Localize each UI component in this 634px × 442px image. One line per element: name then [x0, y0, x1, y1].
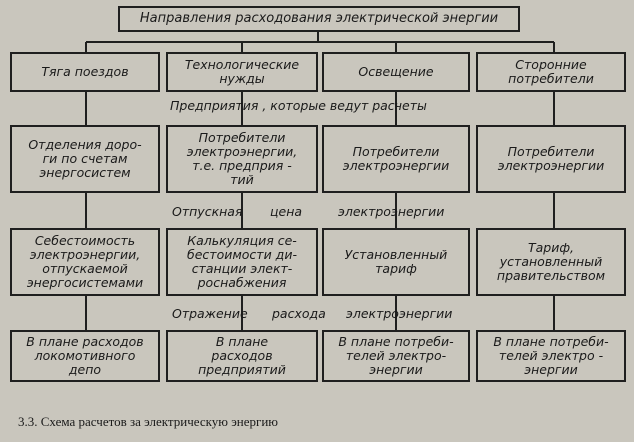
- direction-box-lighting: [322, 52, 470, 92]
- price-text: Установленный тариф: [344, 247, 448, 276]
- calc-box-consumers-2: [476, 125, 626, 193]
- reflect-box-enterprises: [166, 330, 318, 382]
- reflect-text: В плане расходов локомотивного депо: [26, 334, 144, 377]
- direction-label: Тяга поездов: [41, 64, 129, 79]
- reflect-text: В плане потреби- телей электро- энергии: [338, 334, 454, 377]
- price-box-calculation: [166, 228, 318, 296]
- price-label-b: цена: [270, 204, 303, 219]
- calc-text: Потребители электроэнергии, т.е. предприя - тий: [186, 130, 298, 187]
- reflect-label-c: электроэнергии: [346, 306, 453, 321]
- calc-text: Потребители электроэнергии: [342, 144, 450, 173]
- reflect-label-b: расхода: [272, 306, 326, 321]
- price-label-c: электроэнергии: [338, 204, 445, 219]
- calc-text: Отделения доро- ги по счетам энергосистем: [28, 137, 142, 180]
- direction-box-third-party: [476, 52, 626, 92]
- reflect-box-consumers-2: [476, 330, 626, 382]
- calc-box-consumers-1: [322, 125, 470, 193]
- reflect-text: В плане расходов предприятий: [198, 334, 286, 377]
- price-text: Себестоимость электроэнергии, отпускаемой энергосистемами: [26, 233, 144, 290]
- price-text: Тариф, установленный правительством: [496, 240, 606, 283]
- calc-text: Потребители электроэнергии: [497, 144, 605, 173]
- direction-box-technological: [166, 52, 318, 92]
- price-box-tariff: [322, 228, 470, 296]
- calc-box-enterprises: [166, 125, 318, 193]
- direction-label: Технологические нужды: [184, 57, 300, 86]
- title-box: [118, 6, 520, 32]
- title-text: Направления расходования электрической энергии: [139, 11, 499, 26]
- price-box-cost: [10, 228, 160, 296]
- reflect-box-consumers-1: [322, 330, 470, 382]
- direction-label: Сторонние потребители: [508, 57, 594, 86]
- reflect-label-a: Отражение: [172, 306, 248, 321]
- direction-label: Освещение: [358, 64, 434, 79]
- price-label-a: Отпускная: [172, 204, 243, 219]
- calc-box-railway: [10, 125, 160, 193]
- calc-label: Предприятия , которые ведут расчеты: [170, 98, 427, 113]
- price-text: Калькуляция се- бестоимости ди- станции элект- роснабжения: [187, 233, 297, 290]
- price-box-government-tariff: [476, 228, 626, 296]
- direction-box-traction: [10, 52, 160, 92]
- figure-caption: 3.3. Схема расчетов за электрическую энергию: [18, 414, 279, 429]
- reflect-box-depot: [10, 330, 160, 382]
- reflect-text: В плане потреби- телей электро - энергии: [493, 334, 609, 377]
